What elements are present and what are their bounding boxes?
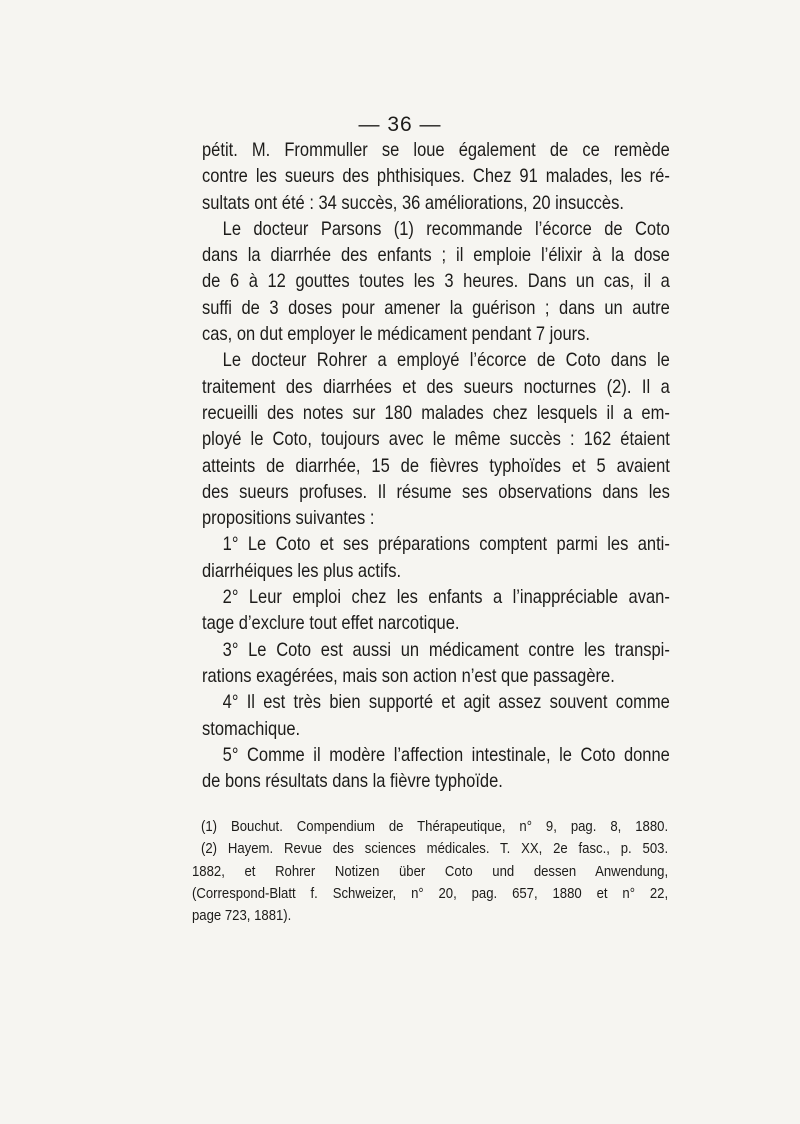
- text-line: Le docteur Rohrer a employé l’écorce de Coto dans le: [222, 350, 670, 372]
- text-line: diarrhéiques les plus actifs.: [202, 560, 402, 582]
- text-line: rations exagérées, mais son action n’est que passagère.: [202, 665, 615, 687]
- footnote-line: (Correspond-Blatt f. Schweizer, n° 20, pag. 657, 1880 et n° 22,: [192, 885, 669, 902]
- text-line: 4° Il est très bien supporté et agit assez souvent comme: [222, 692, 670, 714]
- text-line: traitement des diarrhées et des sueurs nocturnes (2). Il a: [202, 376, 670, 398]
- body-text: [202, 138, 670, 795]
- text-line: Le docteur Parsons (1) recommande l’écorce de Coto: [222, 218, 670, 240]
- text-line: recueilli des notes sur 180 malades chez lesquels il a em-: [202, 402, 670, 424]
- text-line: propositions suivantes :: [202, 508, 375, 530]
- text-line: de bons résultats dans la fièvre typhoïde.: [202, 771, 503, 793]
- body-lines: [202, 138, 670, 795]
- text-line: sultats ont été : 34 succès, 36 améliorations, 20 insuccès.: [202, 192, 624, 214]
- text-line: 2° Leur emploi chez les enfants a l’inappréciable avan-: [222, 587, 670, 609]
- text-line: cas, on dut employer le médicament pendant 7 jours.: [202, 324, 591, 346]
- footnote-line: (1) Bouchut. Compendium de Thérapeutique, n° 9, pag. 8, 1880.: [201, 819, 669, 835]
- footnotes: [192, 816, 669, 927]
- text-line: 5° Comme il modère l’affection intestinale, le Coto donne: [222, 744, 670, 766]
- footnote-line: (2) Hayem. Revue des sciences médicales. T. XX, 2e fasc., p. 503.: [201, 841, 669, 858]
- page-number: — 36 —: [358, 113, 442, 136]
- footnote-line: page 723, 1881).: [192, 908, 292, 925]
- text-line: 3° Le Coto est aussi un médicament contre les transpi-: [222, 639, 670, 661]
- text-line: contre les sueurs des phthisiques. Chez 91 malades, les ré-: [202, 166, 670, 188]
- text-line: atteints de diarrhée, 15 de fièvres typhoïdes et 5 avaient: [202, 455, 670, 477]
- text-line: dans la diarrhée des enfants ; il emploie l’élixir à la dose: [202, 245, 670, 267]
- footnote-lines: [192, 816, 668, 927]
- footnote-line: 1882, et Rohrer Notizen über Coto und dessen Anwendung,: [192, 863, 669, 880]
- text-line: stomachique.: [202, 718, 301, 740]
- text-line: de 6 à 12 gouttes toutes les 3 heures. Dans un cas, il a: [202, 271, 670, 293]
- text-line: pétit. M. Frommuller se loue également de ce remède: [202, 140, 670, 161]
- text-line: 1° Le Coto et ses préparations comptent parmi les anti-: [222, 534, 670, 556]
- text-line: tage d’exclure tout effet narcotique.: [202, 613, 460, 635]
- text-line: ployé le Coto, toujours avec le même succès : 162 étaient: [202, 429, 670, 451]
- text-line: des sueurs profuses. Il résume ses observations dans les: [202, 481, 670, 503]
- text-line: suffi de 3 doses pour amener la guérison ; dans un autre: [202, 297, 670, 319]
